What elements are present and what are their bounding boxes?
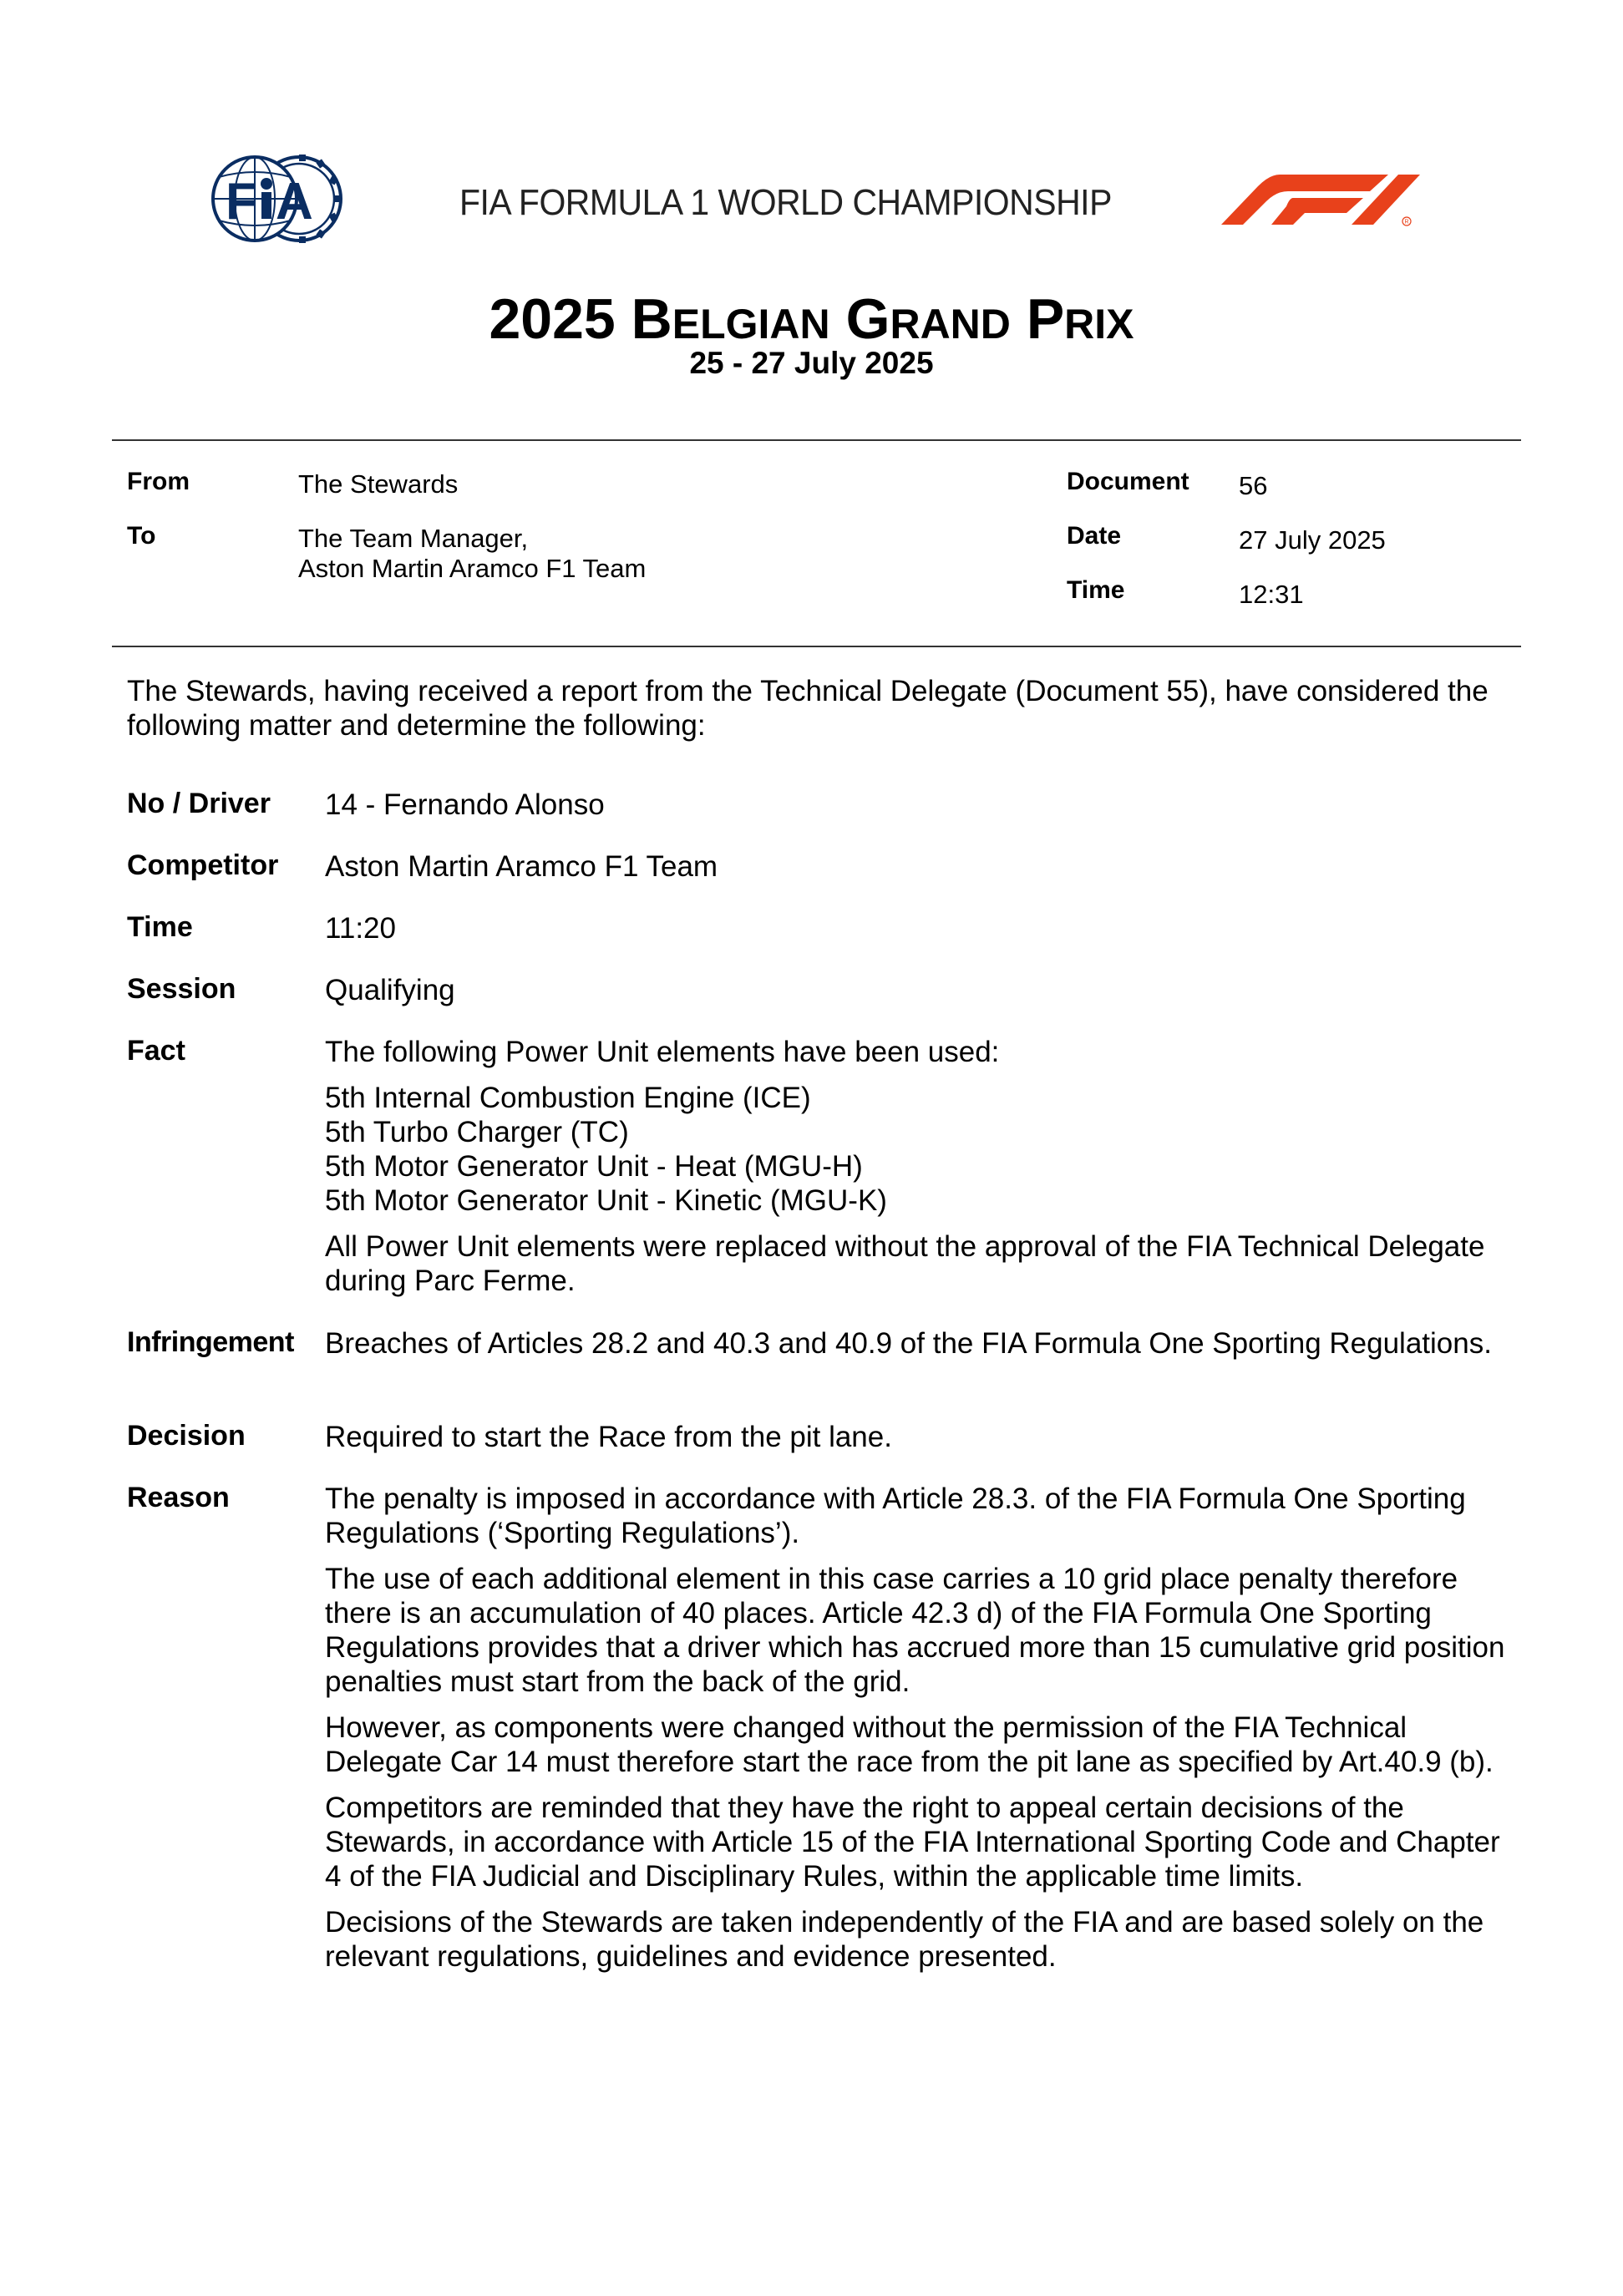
power-unit-element: 5th Turbo Charger (TC) bbox=[325, 1116, 629, 1148]
event-title-word bbox=[1027, 287, 1134, 351]
reason-paragraph: The penalty is imposed in accordance with Article 28.3. of the FIA Formula One Sporting Regulations (‘Sporting Regulations’). bbox=[325, 1483, 1466, 1549]
divider-bottom bbox=[112, 646, 1521, 647]
f1-logo-icon bbox=[1221, 171, 1422, 228]
fia-logo bbox=[209, 152, 347, 246]
to-value-line: The Team Manager, bbox=[298, 524, 529, 553]
fact-note: All Power Unit elements were replaced without the approval of the FIA Technical Delegate during Parc Ferme. bbox=[325, 1230, 1485, 1297]
power-unit-element-list bbox=[325, 1081, 1511, 1218]
power-unit-element: 5th Internal Combustion Engine (ICE) bbox=[325, 1082, 811, 1114]
power-unit-element: 5th Motor Generator Unit - Heat (MGU-H) bbox=[325, 1150, 863, 1183]
incident-time-value: 11:20 bbox=[325, 912, 396, 945]
power-unit-element: 5th Motor Generator Unit - Kinetic (MGU-K) bbox=[325, 1184, 887, 1217]
svg-text:F: F bbox=[226, 173, 257, 231]
driver-label: No / Driver bbox=[127, 788, 271, 819]
title-initial: B bbox=[631, 287, 672, 351]
intro-paragraph: The Stewards, having received a report from the Technical Delegate (Document 55), have considered the following matter and determine the following: bbox=[127, 675, 1489, 742]
to-value bbox=[298, 524, 646, 584]
time-value: 12:31 bbox=[1239, 580, 1304, 609]
event-title bbox=[0, 286, 1623, 352]
championship-title: FIA FORMULA 1 WORLD CHAMPIONSHIP bbox=[459, 182, 1112, 223]
reason-paragraph: Competitors are reminded that they have the right to appeal certain decisions of the Stewards, in accordance with Article 15 of the FIA International Sporting Code and Chapter 4 of the FIA Judicial and Disciplinary Rules, within the applicable time limits. bbox=[325, 1792, 1500, 1893]
infringement-label: Infringement bbox=[127, 1326, 294, 1358]
event-dates: 25 - 27 July 2025 bbox=[689, 346, 934, 380]
session-value: Qualifying bbox=[325, 974, 455, 1006]
infringement-value: Breaches of Articles 28.2 and 40.3 and 40.9 of the FIA Formula One Sporting Regulations. bbox=[325, 1327, 1492, 1360]
fact-intro: The following Power Unit elements have been used: bbox=[325, 1036, 1000, 1068]
document-number: 56 bbox=[1239, 471, 1268, 500]
title-rest: RIX bbox=[1064, 301, 1134, 347]
time-label: Time bbox=[1067, 576, 1125, 604]
incident-time-label: Time bbox=[127, 911, 193, 943]
reason-paragraph: However, as components were changed without the permission of the FIA Technical Delegate Car 14 must therefore start the race from the pit lane as specified by Art.40.9 (b). bbox=[325, 1711, 1494, 1778]
from-label: From bbox=[127, 468, 190, 495]
from-value: The Stewards bbox=[298, 469, 459, 499]
document-label: Document bbox=[1067, 468, 1189, 495]
competitor-value: Aston Martin Aramco F1 Team bbox=[325, 850, 718, 883]
competitor-label: Competitor bbox=[127, 849, 279, 881]
svg-text:R: R bbox=[1404, 219, 1409, 226]
session-label: Session bbox=[127, 973, 236, 1005]
title-initial: P bbox=[1026, 287, 1065, 351]
date-label: Date bbox=[1067, 522, 1122, 550]
svg-text:A: A bbox=[276, 173, 313, 231]
reason-label: Reason bbox=[127, 1482, 230, 1513]
title-rest: RAND bbox=[890, 301, 1011, 347]
fact-label: Fact bbox=[127, 1035, 185, 1067]
title-rest: ELGIAN bbox=[672, 301, 830, 347]
event-title-word bbox=[846, 287, 1011, 351]
to-value-line: Aston Martin Aramco F1 Team bbox=[298, 554, 647, 583]
fia-logo-icon bbox=[209, 152, 347, 246]
date-value: 27 July 2025 bbox=[1239, 525, 1386, 555]
f1-logo bbox=[1221, 171, 1422, 228]
divider-top bbox=[112, 439, 1521, 441]
to-label: To bbox=[127, 522, 156, 550]
event-year: 2025 bbox=[489, 287, 616, 351]
decision-value: Required to start the Race from the pit lane. bbox=[325, 1421, 892, 1453]
reason-value bbox=[325, 1482, 1511, 1974]
driver-value: 14 - Fernando Alonso bbox=[325, 788, 605, 821]
fact-value bbox=[325, 1035, 1511, 1298]
title-initial: G bbox=[845, 287, 890, 351]
reason-paragraph: Decisions of the Stewards are taken independently of the FIA and are based solely on the relevant regulations, guidelines and evidence presented. bbox=[325, 1906, 1484, 1973]
event-title-word bbox=[631, 287, 830, 351]
decision-label: Decision bbox=[127, 1420, 246, 1452]
reason-paragraph: The use of each additional element in this case carries a 10 grid place penalty therefore there is an accumulation of 40 places. Article 42.3 d) of the FIA Formula One Sporting Regulations provides that a driver which has accrued more than 15 cumulative grid position penalties must start from the back of the grid. bbox=[325, 1563, 1505, 1698]
